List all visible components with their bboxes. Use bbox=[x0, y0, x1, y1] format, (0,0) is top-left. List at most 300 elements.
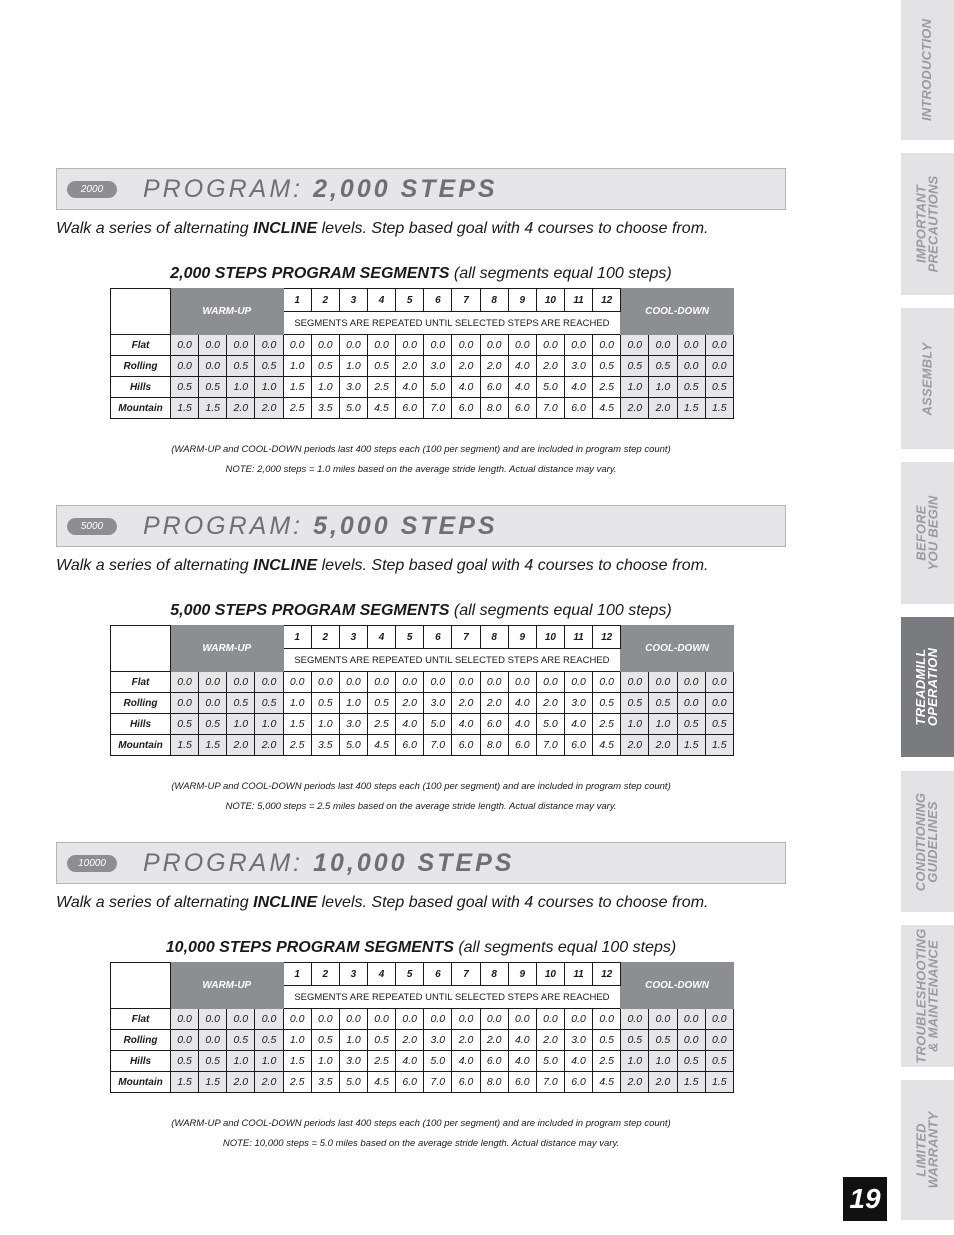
program-title bbox=[143, 849, 514, 878]
desc-bold: INCLINE bbox=[253, 557, 318, 574]
side-tab-label: IMPORTANT PRECAUTIONS bbox=[913, 175, 941, 273]
segments-title-bold: 10,000 STEPS PROGRAM SEGMENTS bbox=[165, 939, 454, 956]
segment-value: 2.5 bbox=[593, 1051, 621, 1072]
cooldown-value: 0.0 bbox=[677, 356, 705, 377]
segment-value: 2.0 bbox=[396, 693, 424, 714]
segment-value: 5.0 bbox=[424, 714, 452, 735]
segment-number: 5 bbox=[396, 289, 424, 312]
segment-value: 0.0 bbox=[311, 672, 339, 693]
cooldown-value: 0.5 bbox=[705, 714, 733, 735]
segment-value: 3.0 bbox=[424, 1030, 452, 1051]
table-row bbox=[111, 693, 734, 714]
segment-number: 8 bbox=[480, 626, 508, 649]
segment-value: 4.0 bbox=[452, 714, 480, 735]
warmup-value: 2.0 bbox=[255, 398, 283, 419]
cooldown-value: 1.0 bbox=[649, 1051, 677, 1072]
segments-title bbox=[56, 939, 786, 957]
warmup-value: 0.0 bbox=[255, 335, 283, 356]
segment-value: 6.0 bbox=[452, 1072, 480, 1093]
warmup-value: 1.0 bbox=[255, 714, 283, 735]
segment-value: 0.5 bbox=[593, 1030, 621, 1051]
segment-value: 1.0 bbox=[283, 356, 311, 377]
side-tab-7[interactable] bbox=[901, 1080, 954, 1220]
warmup-value: 1.0 bbox=[255, 1051, 283, 1072]
cooldown-value: 1.0 bbox=[621, 1051, 649, 1072]
cooldown-value: 0.0 bbox=[705, 356, 733, 377]
side-tab-6[interactable] bbox=[901, 925, 954, 1067]
segments-table bbox=[110, 288, 734, 419]
program-note-warmup: (WARM-UP and COOL-DOWN periods last 400 steps each (100 per segment) and are included in program step count) bbox=[171, 781, 671, 792]
warmup-value: 0.0 bbox=[255, 1009, 283, 1030]
cooldown-value: 1.0 bbox=[649, 714, 677, 735]
warmup-header: WARM-UP bbox=[171, 963, 284, 1009]
warmup-value: 0.0 bbox=[199, 672, 227, 693]
warmup-value: 0.0 bbox=[227, 335, 255, 356]
cooldown-value: 2.0 bbox=[621, 735, 649, 756]
warmup-value: 0.0 bbox=[171, 1030, 199, 1051]
segment-value: 1.0 bbox=[311, 377, 339, 398]
warmup-value: 0.5 bbox=[227, 693, 255, 714]
segment-value: 1.0 bbox=[283, 1030, 311, 1051]
segment-value: 6.0 bbox=[508, 398, 536, 419]
segment-value: 0.0 bbox=[564, 672, 592, 693]
cooldown-value: 0.0 bbox=[621, 1009, 649, 1030]
segment-value: 2.0 bbox=[536, 1030, 564, 1051]
segment-number: 5 bbox=[396, 626, 424, 649]
cooldown-header: COOL-DOWN bbox=[621, 289, 734, 335]
segment-number: 6 bbox=[424, 963, 452, 986]
segment-value: 8.0 bbox=[480, 1072, 508, 1093]
segment-value: 7.0 bbox=[536, 735, 564, 756]
segment-value: 1.5 bbox=[283, 1051, 311, 1072]
segment-value: 0.0 bbox=[339, 672, 367, 693]
segment-value: 4.5 bbox=[368, 398, 396, 419]
segment-value: 6.0 bbox=[396, 398, 424, 419]
cooldown-value: 1.5 bbox=[705, 398, 733, 419]
segment-value: 6.0 bbox=[564, 398, 592, 419]
segment-value: 0.0 bbox=[424, 335, 452, 356]
cooldown-value: 0.0 bbox=[677, 335, 705, 356]
warmup-value: 2.0 bbox=[227, 1072, 255, 1093]
cooldown-value: 0.0 bbox=[677, 693, 705, 714]
table-row bbox=[111, 335, 734, 356]
cooldown-value: 0.5 bbox=[677, 377, 705, 398]
warmup-value: 0.5 bbox=[255, 356, 283, 377]
segment-number: 11 bbox=[564, 289, 592, 312]
segment-value: 0.0 bbox=[311, 335, 339, 356]
segment-value: 0.0 bbox=[368, 1009, 396, 1030]
warmup-value: 0.5 bbox=[171, 714, 199, 735]
cooldown-value: 0.5 bbox=[705, 377, 733, 398]
side-tab-1[interactable] bbox=[901, 153, 954, 295]
segment-value: 1.0 bbox=[311, 1051, 339, 1072]
table-row bbox=[111, 735, 734, 756]
segment-number: 6 bbox=[424, 289, 452, 312]
segment-number: 2 bbox=[311, 963, 339, 986]
segment-value: 7.0 bbox=[424, 1072, 452, 1093]
warmup-value: 0.5 bbox=[199, 1051, 227, 1072]
segment-value: 0.0 bbox=[480, 672, 508, 693]
side-tab-3[interactable] bbox=[901, 462, 954, 604]
cooldown-value: 0.5 bbox=[621, 1030, 649, 1051]
warmup-value: 1.5 bbox=[171, 1072, 199, 1093]
course-name: Mountain bbox=[111, 735, 171, 756]
program-prefix: PROGRAM: bbox=[143, 849, 304, 877]
segments-title bbox=[56, 265, 786, 283]
segment-number: 12 bbox=[593, 289, 621, 312]
segment-value: 2.5 bbox=[283, 1072, 311, 1093]
program-description bbox=[56, 220, 708, 238]
segment-value: 1.5 bbox=[283, 377, 311, 398]
cooldown-value: 0.5 bbox=[677, 714, 705, 735]
warmup-value: 0.0 bbox=[171, 693, 199, 714]
warmup-value: 0.5 bbox=[227, 356, 255, 377]
segment-value: 0.0 bbox=[480, 335, 508, 356]
cooldown-header: COOL-DOWN bbox=[621, 963, 734, 1009]
segment-value: 6.0 bbox=[480, 714, 508, 735]
cooldown-value: 1.5 bbox=[677, 1072, 705, 1093]
desc-after: levels. Step based goal with 4 courses to choose from. bbox=[321, 894, 709, 911]
cooldown-value: 0.0 bbox=[705, 672, 733, 693]
segment-value: 4.5 bbox=[593, 735, 621, 756]
segment-value: 4.0 bbox=[396, 1051, 424, 1072]
warmup-value: 0.0 bbox=[171, 356, 199, 377]
segment-number: 2 bbox=[311, 289, 339, 312]
warmup-value: 1.5 bbox=[171, 735, 199, 756]
table-row bbox=[111, 1009, 734, 1030]
segment-value: 0.0 bbox=[339, 1009, 367, 1030]
course-name: Mountain bbox=[111, 1072, 171, 1093]
cooldown-value: 0.0 bbox=[677, 1030, 705, 1051]
warmup-value: 1.0 bbox=[227, 377, 255, 398]
cooldown-value: 1.5 bbox=[677, 398, 705, 419]
warmup-value: 2.0 bbox=[227, 735, 255, 756]
segment-value: 8.0 bbox=[480, 398, 508, 419]
desc-before: Walk a series of alternating bbox=[56, 220, 249, 237]
segment-number: 4 bbox=[368, 963, 396, 986]
course-name: Rolling bbox=[111, 1030, 171, 1051]
segment-value: 3.0 bbox=[424, 356, 452, 377]
segment-value: 6.0 bbox=[452, 735, 480, 756]
cooldown-value: 0.0 bbox=[621, 335, 649, 356]
segment-value: 3.0 bbox=[564, 693, 592, 714]
segment-value: 7.0 bbox=[424, 735, 452, 756]
segment-value: 0.5 bbox=[593, 356, 621, 377]
segment-value: 2.0 bbox=[480, 693, 508, 714]
segment-value: 2.0 bbox=[452, 356, 480, 377]
segment-value: 6.0 bbox=[452, 398, 480, 419]
course-name: Hills bbox=[111, 377, 171, 398]
table-header-row bbox=[111, 289, 734, 312]
segment-value: 0.0 bbox=[396, 335, 424, 356]
cooldown-value: 0.0 bbox=[705, 693, 733, 714]
course-name: Hills bbox=[111, 1051, 171, 1072]
segment-value: 4.0 bbox=[508, 1051, 536, 1072]
segment-value: 2.0 bbox=[452, 1030, 480, 1051]
cooldown-value: 0.0 bbox=[705, 1009, 733, 1030]
segment-value: 0.0 bbox=[368, 335, 396, 356]
segment-number: 9 bbox=[508, 289, 536, 312]
segments-title-bold: 5,000 STEPS PROGRAM SEGMENTS bbox=[170, 602, 450, 619]
segment-value: 3.0 bbox=[424, 693, 452, 714]
cooldown-value: 0.5 bbox=[649, 356, 677, 377]
segment-number: 4 bbox=[368, 289, 396, 312]
cooldown-value: 0.0 bbox=[649, 1009, 677, 1030]
segment-value: 0.0 bbox=[536, 1009, 564, 1030]
program-title-steps: 2,000 STEPS bbox=[313, 175, 498, 203]
segment-number: 10 bbox=[536, 963, 564, 986]
program-description bbox=[56, 894, 708, 912]
segment-number: 7 bbox=[452, 963, 480, 986]
segment-number: 2 bbox=[311, 626, 339, 649]
side-tab-label: LIMITED WARRANTY bbox=[913, 1111, 941, 1189]
segment-value: 0.0 bbox=[564, 335, 592, 356]
segment-value: 4.0 bbox=[564, 714, 592, 735]
segment-number: 8 bbox=[480, 963, 508, 986]
desc-after: levels. Step based goal with 4 courses to choose from. bbox=[321, 557, 709, 574]
segment-value: 5.0 bbox=[536, 377, 564, 398]
segment-value: 4.5 bbox=[368, 735, 396, 756]
side-tab-4[interactable] bbox=[901, 617, 954, 757]
segment-number: 9 bbox=[508, 626, 536, 649]
warmup-value: 1.5 bbox=[199, 398, 227, 419]
cooldown-value: 1.5 bbox=[705, 1072, 733, 1093]
segment-value: 0.5 bbox=[311, 356, 339, 377]
segment-value: 4.0 bbox=[508, 1030, 536, 1051]
segment-number: 6 bbox=[424, 626, 452, 649]
cooldown-value: 0.0 bbox=[649, 335, 677, 356]
segment-value: 1.5 bbox=[283, 714, 311, 735]
warmup-header: WARM-UP bbox=[171, 289, 284, 335]
table-header-row bbox=[111, 963, 734, 986]
segment-value: 0.0 bbox=[593, 672, 621, 693]
course-name: Flat bbox=[111, 335, 171, 356]
segment-value: 0.0 bbox=[536, 672, 564, 693]
segment-number: 11 bbox=[564, 963, 592, 986]
segment-value: 0.0 bbox=[452, 672, 480, 693]
segment-value: 0.0 bbox=[424, 1009, 452, 1030]
segment-value: 0.0 bbox=[368, 672, 396, 693]
segment-value: 4.0 bbox=[508, 693, 536, 714]
segment-value: 2.5 bbox=[283, 735, 311, 756]
segment-value: 3.5 bbox=[311, 1072, 339, 1093]
program-note-distance: NOTE: 5,000 steps = 2.5 miles based on the average stride length. Actual distance may vary. bbox=[225, 801, 617, 812]
segment-value: 3.0 bbox=[339, 714, 367, 735]
warmup-value: 2.0 bbox=[227, 398, 255, 419]
segment-value: 2.5 bbox=[368, 1051, 396, 1072]
segment-value: 7.0 bbox=[424, 398, 452, 419]
segments-repeat-note: SEGMENTS ARE REPEATED UNTIL SELECTED STEPS ARE REACHED bbox=[283, 649, 621, 672]
segment-number: 11 bbox=[564, 626, 592, 649]
warmup-value: 0.0 bbox=[199, 1009, 227, 1030]
segment-value: 0.0 bbox=[339, 335, 367, 356]
side-tab-0[interactable] bbox=[901, 0, 954, 140]
warmup-value: 0.0 bbox=[199, 335, 227, 356]
segment-value: 2.5 bbox=[368, 714, 396, 735]
segment-value: 1.0 bbox=[339, 1030, 367, 1051]
segment-value: 2.0 bbox=[536, 693, 564, 714]
warmup-value: 1.5 bbox=[199, 735, 227, 756]
segment-value: 0.0 bbox=[452, 1009, 480, 1030]
segment-value: 4.0 bbox=[508, 377, 536, 398]
segment-value: 5.0 bbox=[339, 1072, 367, 1093]
side-tab-label: TROUBLESHOOTING & MAINTENANCE bbox=[913, 928, 941, 1064]
segment-value: 4.0 bbox=[508, 356, 536, 377]
segments-table bbox=[110, 625, 734, 756]
segment-value: 8.0 bbox=[480, 735, 508, 756]
course-name: Flat bbox=[111, 672, 171, 693]
cooldown-header: COOL-DOWN bbox=[621, 626, 734, 672]
segment-value: 0.5 bbox=[368, 1030, 396, 1051]
warmup-value: 0.0 bbox=[227, 1009, 255, 1030]
program-note-distance: NOTE: 2,000 steps = 1.0 miles based on the average stride length. Actual distance may vary. bbox=[225, 464, 617, 475]
course-name: Mountain bbox=[111, 398, 171, 419]
side-tab-label: INTRODUCTION bbox=[919, 18, 935, 122]
side-tab-2[interactable] bbox=[901, 308, 954, 449]
segments-table bbox=[110, 962, 734, 1093]
segments-title-bold: 2,000 STEPS PROGRAM SEGMENTS bbox=[170, 265, 450, 282]
cooldown-value: 0.0 bbox=[705, 335, 733, 356]
program-header bbox=[56, 505, 786, 547]
warmup-value: 0.0 bbox=[171, 335, 199, 356]
table-corner bbox=[111, 963, 171, 1009]
cooldown-value: 0.5 bbox=[677, 1051, 705, 1072]
cooldown-value: 0.0 bbox=[621, 672, 649, 693]
segment-value: 0.0 bbox=[283, 1009, 311, 1030]
segment-value: 0.0 bbox=[283, 672, 311, 693]
segment-value: 0.5 bbox=[311, 1030, 339, 1051]
segment-value: 0.0 bbox=[480, 1009, 508, 1030]
cooldown-value: 0.0 bbox=[705, 1030, 733, 1051]
segments-repeat-note: SEGMENTS ARE REPEATED UNTIL SELECTED STEPS ARE REACHED bbox=[283, 986, 621, 1009]
program-title-steps: 5,000 STEPS bbox=[313, 512, 498, 540]
warmup-value: 0.5 bbox=[171, 1051, 199, 1072]
program-badge: 2000 bbox=[67, 181, 117, 198]
cooldown-value: 0.5 bbox=[621, 356, 649, 377]
table-row bbox=[111, 1030, 734, 1051]
warmup-header: WARM-UP bbox=[171, 626, 284, 672]
segment-value: 3.0 bbox=[339, 377, 367, 398]
segment-value: 6.0 bbox=[480, 377, 508, 398]
side-tab-5[interactable] bbox=[901, 771, 954, 912]
cooldown-value: 1.5 bbox=[677, 735, 705, 756]
program-note-warmup: (WARM-UP and COOL-DOWN periods last 400 steps each (100 per segment) and are included in program step count) bbox=[171, 1118, 671, 1129]
segment-value: 0.0 bbox=[593, 335, 621, 356]
segment-number: 1 bbox=[283, 289, 311, 312]
segment-value: 6.0 bbox=[564, 1072, 592, 1093]
program-header bbox=[56, 168, 786, 210]
warmup-value: 0.0 bbox=[199, 356, 227, 377]
cooldown-value: 2.0 bbox=[621, 1072, 649, 1093]
segments-repeat-note: SEGMENTS ARE REPEATED UNTIL SELECTED STEPS ARE REACHED bbox=[283, 312, 621, 335]
segment-value: 0.5 bbox=[368, 693, 396, 714]
segment-number: 10 bbox=[536, 289, 564, 312]
segment-value: 0.5 bbox=[311, 693, 339, 714]
cooldown-value: 1.0 bbox=[621, 377, 649, 398]
program-title bbox=[143, 512, 498, 541]
warmup-value: 1.0 bbox=[255, 377, 283, 398]
segment-number: 1 bbox=[283, 626, 311, 649]
segment-value: 4.0 bbox=[564, 1051, 592, 1072]
segment-value: 6.0 bbox=[396, 735, 424, 756]
segment-value: 0.0 bbox=[593, 1009, 621, 1030]
desc-after: levels. Step based goal with 4 courses to choose from. bbox=[321, 220, 709, 237]
segment-value: 4.0 bbox=[564, 377, 592, 398]
segment-value: 1.0 bbox=[311, 714, 339, 735]
segment-number: 7 bbox=[452, 626, 480, 649]
page-number: 19 bbox=[843, 1177, 887, 1221]
segment-value: 7.0 bbox=[536, 1072, 564, 1093]
segment-number: 3 bbox=[339, 626, 367, 649]
side-tab-label: CONDITIONING GUIDELINES bbox=[913, 792, 941, 891]
segment-value: 2.0 bbox=[452, 693, 480, 714]
program-section bbox=[56, 168, 786, 488]
table-corner bbox=[111, 289, 171, 335]
cooldown-value: 0.5 bbox=[705, 1051, 733, 1072]
segment-number: 12 bbox=[593, 963, 621, 986]
warmup-value: 1.5 bbox=[171, 398, 199, 419]
table-row bbox=[111, 377, 734, 398]
segment-value: 4.0 bbox=[508, 714, 536, 735]
segment-value: 6.0 bbox=[480, 1051, 508, 1072]
segment-number: 10 bbox=[536, 626, 564, 649]
segment-value: 5.0 bbox=[424, 1051, 452, 1072]
segment-value: 2.0 bbox=[480, 356, 508, 377]
desc-before: Walk a series of alternating bbox=[56, 894, 249, 911]
segment-value: 2.0 bbox=[396, 356, 424, 377]
segment-value: 2.5 bbox=[368, 377, 396, 398]
segment-number: 4 bbox=[368, 626, 396, 649]
course-name: Hills bbox=[111, 714, 171, 735]
program-badge: 5000 bbox=[67, 518, 117, 535]
cooldown-value: 0.5 bbox=[621, 693, 649, 714]
segment-value: 6.0 bbox=[564, 735, 592, 756]
segment-value: 4.0 bbox=[396, 377, 424, 398]
warmup-value: 0.5 bbox=[255, 693, 283, 714]
segments-title-suffix: (all segments equal 100 steps) bbox=[458, 939, 677, 956]
desc-before: Walk a series of alternating bbox=[56, 557, 249, 574]
segment-number: 3 bbox=[339, 963, 367, 986]
program-prefix: PROGRAM: bbox=[143, 512, 304, 540]
course-name: Rolling bbox=[111, 356, 171, 377]
table-row bbox=[111, 714, 734, 735]
course-name: Flat bbox=[111, 1009, 171, 1030]
segment-value: 0.0 bbox=[396, 672, 424, 693]
cooldown-value: 0.0 bbox=[649, 672, 677, 693]
segment-value: 0.0 bbox=[424, 672, 452, 693]
segment-value: 6.0 bbox=[396, 1072, 424, 1093]
program-header bbox=[56, 842, 786, 884]
cooldown-value: 2.0 bbox=[649, 398, 677, 419]
program-section bbox=[56, 505, 786, 825]
segment-value: 0.0 bbox=[311, 1009, 339, 1030]
segment-value: 1.0 bbox=[283, 693, 311, 714]
segment-value: 1.0 bbox=[339, 693, 367, 714]
warmup-value: 2.0 bbox=[255, 1072, 283, 1093]
segment-value: 3.0 bbox=[339, 1051, 367, 1072]
table-row bbox=[111, 1051, 734, 1072]
segment-value: 4.0 bbox=[396, 714, 424, 735]
segment-value: 3.0 bbox=[564, 1030, 592, 1051]
cooldown-value: 1.0 bbox=[649, 377, 677, 398]
segments-title-suffix: (all segments equal 100 steps) bbox=[453, 602, 672, 619]
desc-bold: INCLINE bbox=[253, 894, 318, 911]
segment-value: 0.5 bbox=[368, 356, 396, 377]
segment-number: 5 bbox=[396, 963, 424, 986]
cooldown-value: 1.5 bbox=[705, 735, 733, 756]
segment-value: 4.5 bbox=[368, 1072, 396, 1093]
warmup-value: 0.0 bbox=[171, 672, 199, 693]
